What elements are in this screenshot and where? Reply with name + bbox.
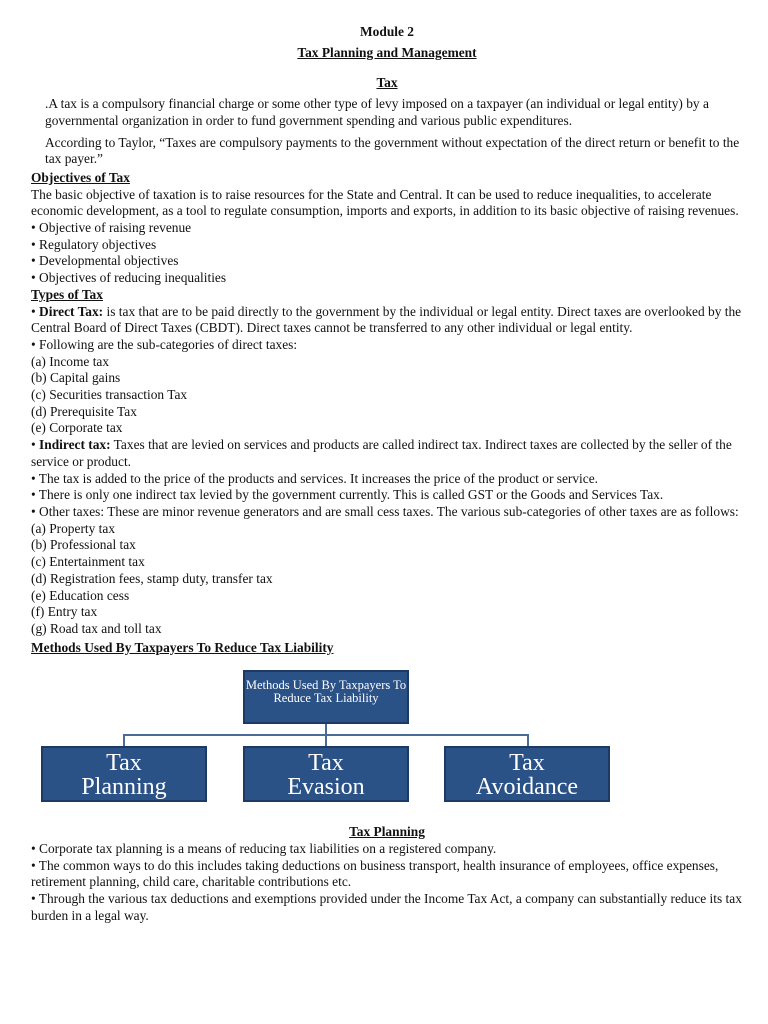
document-title: Tax Planning and Management	[297, 44, 477, 60]
indirect-tax-text: Taxes that are levied on services and products are called indirect tax. Indirect taxes are collected by the seller of the service or product.	[31, 437, 732, 469]
list-item: (b) Capital gains	[31, 370, 121, 386]
list-item: (b) Professional tax	[31, 537, 136, 553]
bullet: •	[31, 303, 40, 319]
document-page	[31, 24, 743, 925]
list-item: (c) Entertainment tax	[31, 554, 145, 570]
list-item: (c) Securities transaction Tax	[31, 387, 188, 403]
methods-diagram	[31, 662, 743, 802]
diagram-node-tax-avoidance	[444, 746, 610, 802]
list-item: • The tax is added to the price of the products and services. It increases the price of the product or service.	[31, 470, 599, 486]
list-item: (e) Education cess	[31, 587, 130, 603]
list-item: • Regulatory objectives	[31, 236, 157, 252]
bullet: •	[31, 437, 40, 453]
connector-line	[527, 734, 529, 746]
node-label-line1: Tax	[308, 750, 344, 777]
list-item: • The common ways to do this includes taking deductions on business transport, health insurance of employees, office expenses, retirement planning, child care, charitable contributions etc.	[31, 857, 719, 890]
node-label-line2: Planning	[81, 774, 167, 801]
list-item: (g) Road tax and toll tax	[31, 620, 162, 636]
connector-line	[123, 734, 125, 746]
objectives-heading: Objectives of Tax	[31, 169, 130, 185]
objectives-intro: The basic objective of taxation is to raise resources for the State and Central. It can be used to reduce inequalities, to accelerate economic development, as a tool to regulate consumption, imports and exports, in addition to its basic objective of raising revenues.	[31, 186, 739, 219]
taylor-quote: According to Taylor, “Taxes are compulsory payments to the government without expectation of the direct return or benefit to the tax payer.”	[45, 134, 740, 167]
connector-line	[325, 734, 327, 746]
direct-tax-label: Direct Tax:	[39, 303, 104, 319]
node-label-line2: Avoidance	[475, 774, 579, 801]
list-item: • Objectives of reducing inequalities	[31, 270, 227, 286]
list-item: • Objective of raising revenue	[31, 220, 192, 236]
diagram-node-tax-planning	[41, 746, 207, 802]
types-heading: Types of Tax	[31, 286, 103, 302]
list-item: (a) Income tax	[31, 353, 110, 369]
indirect-tax-paragraph	[31, 437, 743, 470]
list-item: • Developmental objectives	[31, 253, 179, 269]
indirect-tax-label: Indirect tax:	[39, 437, 111, 453]
list-item: • There is only one indirect tax levied by the government currently. This is called GST or the Goods and Services Tax.	[31, 487, 664, 503]
list-item: (f) Entry tax	[31, 604, 98, 620]
direct-sub-intro: • Following are the sub-categories of direct taxes:	[31, 336, 298, 352]
node-label-line2: Evasion	[287, 774, 365, 801]
node-label-line1: Tax	[106, 750, 142, 777]
node-label-line1: Tax	[509, 750, 545, 777]
direct-tax-text: is tax that are to be paid directly to the government by the individual or legal entity. Direct taxes are overlooked by the Central Board of Direct Taxes (CBDT). Direct taxes cannot be transferred to any other individual or legal entity.	[31, 303, 742, 336]
tax-heading: Tax	[376, 75, 398, 91]
methods-heading: Methods Used By Taxpayers To Reduce Tax Liability	[31, 639, 334, 655]
diagram-node-tax-evasion	[243, 746, 409, 802]
direct-tax-paragraph	[31, 304, 743, 337]
list-item: (a) Property tax	[31, 520, 116, 536]
list-item: • Corporate tax planning is a means of reducing tax liabilities on a registered company.	[31, 841, 497, 857]
tax-planning-heading: Tax Planning	[349, 824, 425, 840]
tax-definition: .A tax is a compulsory financial charge or some other type of levy imposed on a taxpayer (an individual or legal entity) by a governmental organization in order to fund government spending and various public expenditures.	[45, 96, 709, 128]
list-item: (d) Registration fees, stamp duty, transfer tax	[31, 570, 273, 586]
diagram-root-node: Methods Used By Taxpayers To Reduce Tax Liability	[243, 670, 409, 724]
list-item: (e) Corporate tax	[31, 420, 123, 436]
list-item: • Through the various tax deductions and exemptions provided under the Income Tax Act, a company can substantially reduce its tax burden in a legal way.	[31, 891, 742, 923]
list-item: (d) Prerequisite Tax	[31, 403, 137, 419]
module-label: Module 2	[360, 24, 414, 39]
other-taxes-intro: • Other taxes: These are minor revenue generators and are small cess taxes. The various sub-categories of other taxes are as follows:	[31, 503, 739, 519]
